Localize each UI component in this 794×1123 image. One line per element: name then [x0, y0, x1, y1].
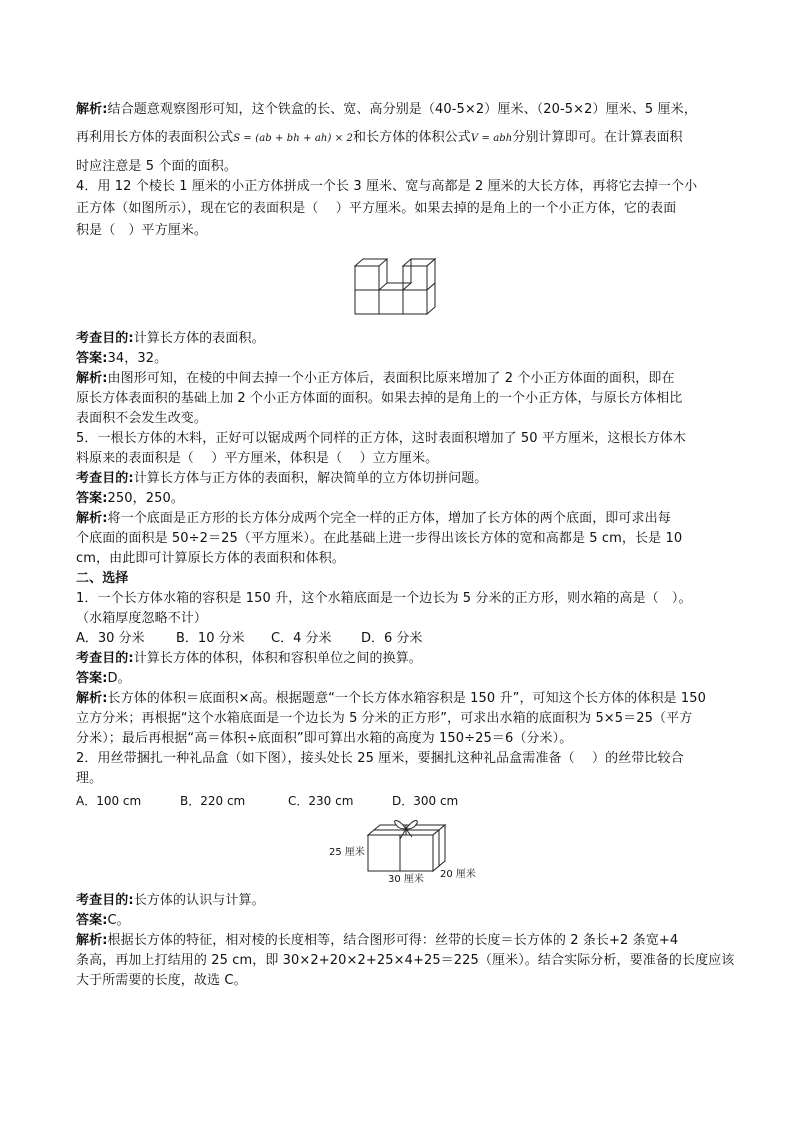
- option-a: A．100 cm: [76, 794, 142, 808]
- section-title: 二、选择: [76, 571, 129, 586]
- option-b: B．10 分米: [176, 631, 245, 646]
- analysis-line: 解析:将一个底面是正方形的长方体分成两个完全一样的正方体，增加了长方体的两个底面，即可求出每: [76, 511, 671, 526]
- option-list: [76, 629, 721, 649]
- width-label: 20 厘米: [440, 869, 476, 880]
- purpose-line: 考查目的:计算长方体与正方体的表面积，解决简单的立方体切拼问题。: [76, 471, 488, 486]
- analysis-line: 原长方体表面积的基础上加 2 个小正方体面的面积。如果去掉的是角上的一个小正方体，与原长方体相比: [76, 391, 683, 406]
- option-list: [76, 791, 721, 811]
- option-c: C．230 cm: [288, 794, 354, 808]
- analysis-label: 解析:: [76, 102, 108, 117]
- question-text: 理。: [76, 771, 103, 786]
- question-text: 5．一根长方体的木料，正好可以锯成两个同样的正方体，这时表面积增加了 50 平方厘米，这根长方体木: [76, 431, 686, 446]
- option-b: B．220 cm: [180, 794, 246, 808]
- analysis-line: 分米）；最后再根据“高＝体积÷底面积”即可算出水箱的高度为 150÷25＝6（分米）。: [76, 731, 573, 746]
- question-4: [76, 177, 721, 429]
- purpose-line: 考查目的:长方体的认识与计算。: [76, 893, 265, 908]
- cube-figure: [354, 258, 721, 318]
- answer-line: 答案:250，250。: [76, 491, 184, 506]
- option-c: C．4 分米: [271, 631, 332, 646]
- answer-line: 答案:D。: [76, 671, 131, 686]
- purpose-line: 考查目的:计算长方体的表面积。: [76, 331, 265, 346]
- answer-label: 答案:: [76, 491, 108, 506]
- option-d: D．300 cm: [392, 794, 459, 808]
- purpose-label: 考查目的:: [76, 471, 134, 486]
- analysis-line: 表面积不会发生改变。: [76, 411, 208, 426]
- document-page: [76, 100, 735, 991]
- answer-label: 答案:: [76, 913, 108, 928]
- answer-line: 答案:34，32。: [76, 351, 168, 366]
- purpose-label: 考查目的:: [76, 651, 134, 666]
- answer-line: 答案:C。: [76, 913, 130, 928]
- analysis-line: 解析:结合题意观察图形可知，这个铁盒的长、宽、高分别是（40-5×2）厘米、（20-5×2）厘米、5 厘米，: [76, 102, 697, 117]
- purpose-label: 考查目的:: [76, 893, 134, 908]
- analysis-label: 解析:: [76, 511, 108, 526]
- height-label: 25 厘米: [329, 847, 365, 858]
- analysis-line: 个底面的面积是 50÷2＝25（平方厘米）。在此基础上进一步得出该长方体的宽和高都是 5 cm，长是 10: [76, 531, 683, 546]
- choice-question-2: [76, 749, 735, 991]
- analysis-label: 解析:: [76, 691, 108, 706]
- purpose-label: 考查目的:: [76, 331, 134, 346]
- length-label: 30 厘米: [388, 874, 424, 885]
- analysis-line: 时应注意是 5 个面的面积。: [76, 159, 237, 174]
- analysis-line: 解析:根据长方体的特征，相对棱的长度相等，结合图形可得：丝带的长度＝长方体的 2 条长+2 条宽+4: [76, 933, 679, 948]
- analysis-line: 大于所需要的长度，故选 C。: [76, 973, 247, 988]
- gift-box-diagram: [328, 815, 478, 885]
- answer-label: 答案:: [76, 351, 108, 366]
- question-text: 料原来的表面积是（ ）平方厘米，体积是（ ）立方厘米。: [76, 451, 439, 466]
- question-text: （水箱厚度忽略不计）: [76, 611, 208, 626]
- question-text: 4．用 12 个棱长 1 厘米的小正方体拼成一个长 3 厘米、宽与高都是 2 厘米的大长方体，再将它去掉一个小: [76, 179, 698, 194]
- question-text: 2．用丝带捆扎一种礼品盒（如下图），接头处长 25 厘米，要捆扎这种礼品盒需准备（ ）的丝带比较合: [76, 751, 684, 766]
- cube-stack-diagram: [354, 258, 444, 318]
- analysis-line: 立方分米；再根据“这个水箱底面是一个边长为 5 分米的正方形”，可求出水箱的底面积为 5×5＝25（平方: [76, 711, 693, 726]
- option-d: D．6 分米: [361, 631, 423, 646]
- answer-label: 答案:: [76, 671, 108, 686]
- option-a: A．30 分米: [76, 631, 145, 646]
- analysis-line: 条高，再加上打结用的 25 cm，即 30×2+20×2+25×4+25＝225（厘米）。结合实际分析，要准备的长度应该: [76, 953, 735, 968]
- analysis-label: 解析:: [76, 371, 108, 386]
- choice-question-1: [76, 589, 721, 749]
- question-text: 1．一个长方体水箱的容积是 150 升，这个水箱底面是一个边长为 5 分米的正方形，则水箱的高是（ ）。: [76, 591, 692, 606]
- question-5: [76, 429, 721, 569]
- analysis-line: 解析:长方体的体积＝底面积×高。根据题意“一个长方体水箱容积是 150 升”，可知这个长方体的体积是 150: [76, 691, 706, 706]
- question-text: 正方体（如图所示），现在它的表面积是（ ）平方厘米。如果去掉的是角上的一个小正方体，它的表面: [76, 201, 677, 216]
- analysis-line: cm，由此即可计算原长方体的表面积和体积。: [76, 551, 345, 566]
- purpose-line: 考查目的:计算长方体的体积，体积和容积单位之间的换算。: [76, 651, 422, 666]
- question-text: 积是（ ）平方厘米。: [76, 223, 208, 238]
- surface-area-formula: S = (ab + bh + ah) × 2: [233, 133, 353, 144]
- gift-box-figure: [328, 815, 721, 885]
- analysis-line: 再利用长方体的表面积公式S = (ab + bh + ah) × 2和长方体的体积公式V = abh分别计算即可。在计算表面积: [76, 130, 683, 145]
- analysis-block-box: [76, 100, 721, 177]
- analysis-line: 解析:由图形可知，在棱的中间去掉一个小正方体后，表面积比原来增加了 2 个小正方体面的面积，即在: [76, 371, 675, 386]
- volume-formula: V = abh: [470, 133, 513, 144]
- analysis-label: 解析:: [76, 933, 108, 948]
